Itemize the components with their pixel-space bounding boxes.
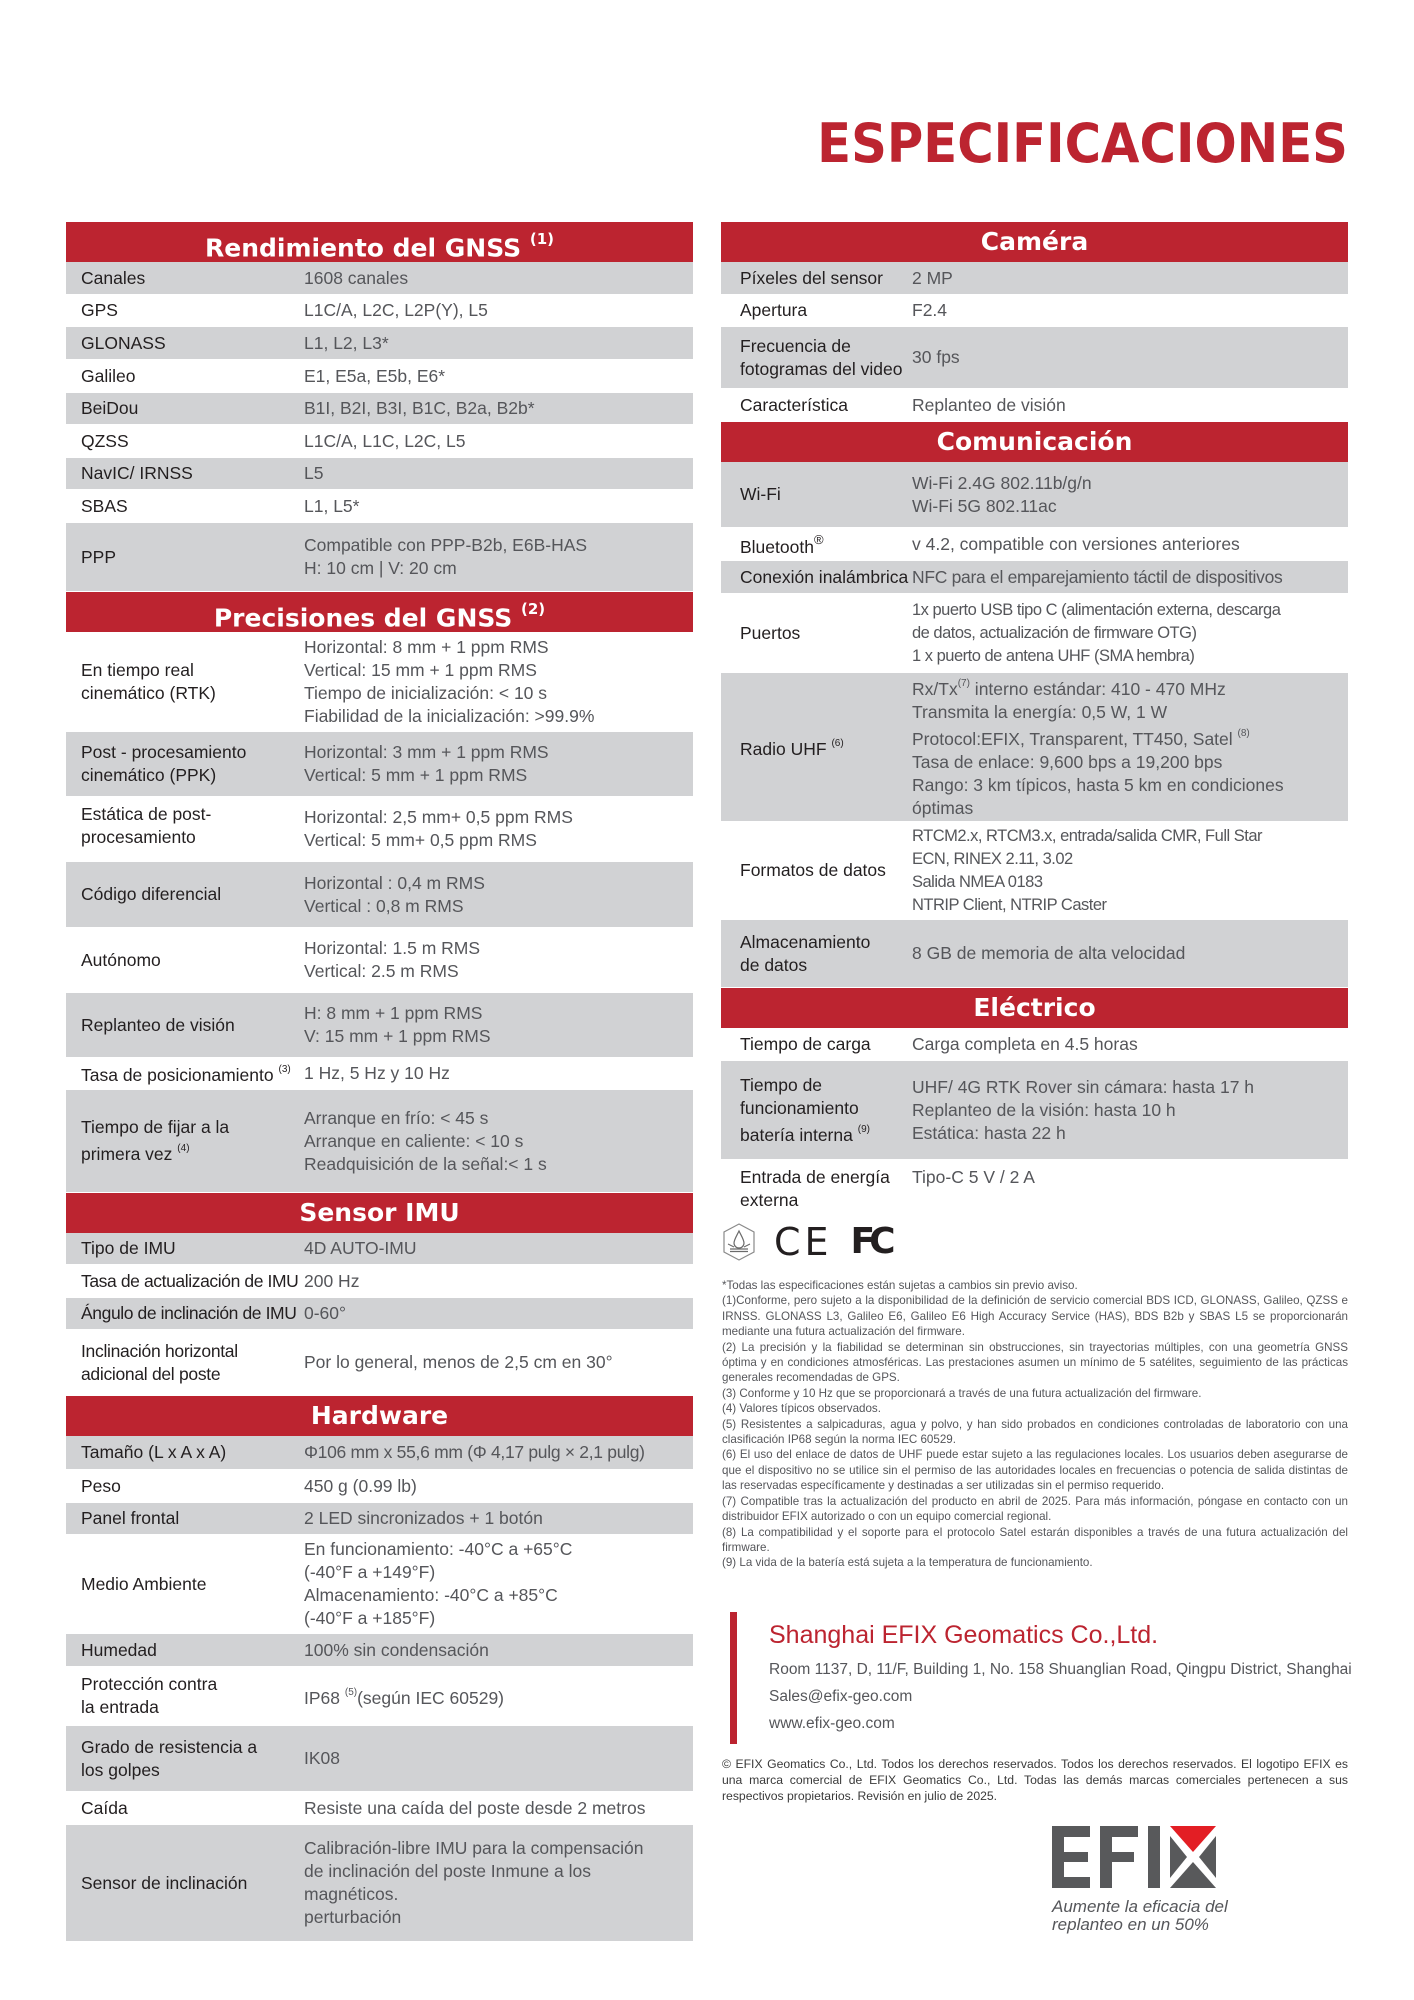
spec-label: Puertos [740,622,801,643]
spec-row [66,1667,693,1726]
spec-row [721,389,1348,422]
spec-row [66,1726,693,1792]
spec-value: F2.4 [912,300,948,320]
spec-row [66,262,693,295]
value-line: Transmita la energía: 0,5 W, 1 W [912,702,1168,722]
spec-row [721,295,1348,327]
spec-label: PPP [81,546,117,567]
spec-label: Canales [81,267,146,288]
footnote-ref: (2) [520,600,546,618]
footnote: (1)Conforme, pero sujeto a la disponibilidad de la definición de servicio comercial BDS ICD, GLONASS, Galileo, QZSS e IRNSS. GLONASS L3, Galileo E6, Galileo E6 High Accuracy Service (HAS), BDS B2b y SBAS L5 se proporcionarán mediante una futura actualización del firmware. [722,1294,1348,1339]
spec-label: Replanteo de visión [81,1014,235,1035]
spec-row [721,1061,1348,1160]
spec-label [66,1116,304,1166]
spec-row [66,327,693,360]
spec-label: En tiempo real cinemático (RTK) [81,659,216,703]
spec-label: Tasa de actualización de IMU [81,1270,299,1291]
section-header-gnss-performance [66,222,693,262]
ip-water-dust-icon [722,1222,756,1262]
company-name: Shanghai EFIX Geomatics Co.,Ltd. [769,1621,1159,1649]
registered-mark: ® [813,531,824,547]
spec-row [721,673,1348,822]
footnote-ref: (5) [344,1686,358,1698]
spec-row [66,1090,693,1193]
spec-label-text: Bluetooth [740,536,814,557]
spec-label: Frecuencia de fotogramas del video [740,335,903,379]
spec-value: 200 Hz [304,1270,360,1291]
spec-value: Compatible con PPP-B2b, E6B-HAS H: 10 cm | V: 20 cm [304,535,588,578]
spec-value: IK08 [304,1748,340,1768]
section-title: Sensor IMU [299,1198,460,1227]
spec-label: Inclinación horizontal adicional del poste [81,1340,238,1384]
spec-row [66,393,693,425]
spec-value [912,674,1348,820]
footnote-ref: (3) [278,1064,291,1076]
spec-label [721,530,912,559]
spec-label: Protección contra la entrada [81,1674,218,1717]
spec-row [721,462,1348,528]
spec-row [66,1233,693,1265]
company-website[interactable]: www.efix-geo.com [769,1715,895,1732]
left-spec-table [66,222,693,1942]
spec-label: Código diferencial [81,884,222,904]
spec-value: 100% sin condensación [304,1639,489,1660]
copyright-notice: © EFIX Geomatics Co., Ltd. Todos los derechos reservados. Todos los derechos reservados. El logotipo EFIX es una marca comercial de EFIX Geomatics Co., Ltd. Todas las demás marcas comerciales pertenecen a sus respectivos propietarios. Revisión en julio de 2025. [722,1757,1348,1803]
section-header-hardware [66,1396,693,1436]
section-header-camera [721,222,1348,262]
spec-value: Resiste una caída del poste desde 2 metros [304,1797,646,1818]
spec-value: L1C/A, L2C, L2P(Y), L5 [304,300,488,320]
spec-row [66,1503,693,1535]
spec-label: QZSS [81,430,129,451]
spec-value: 2 LED sincronizados + 1 botón [304,1508,543,1528]
spec-label-text: Tiempo de funcionamiento batería interna [740,1074,859,1145]
tagline-line: replanteo en un 50% [1052,1915,1209,1934]
fcc-text: FC [850,1221,890,1262]
spec-label-text: Tiempo de fijar a la primera vez [81,1117,230,1164]
spec-label: Estática de post- procesamiento [81,804,212,847]
footnote-ref: (8) [1237,728,1250,739]
spec-row [66,797,693,862]
footnote-ref: (1) [529,230,554,248]
spec-value: 1608 canales [304,267,409,288]
spec-row [66,1825,693,1942]
section-header-communication [721,422,1348,462]
spec-row [66,1792,693,1825]
spec-value: L1, L2, L3* [304,332,389,353]
spec-label: Caída [81,1797,128,1818]
ce-mark-icon: CE [774,1220,833,1264]
spec-row [66,1058,693,1090]
value-line: óptimas [912,797,974,818]
spec-row [66,732,693,797]
spec-label: Post - procesamiento cinemático (PPK) [81,742,247,785]
spec-label: Apertura [740,300,808,320]
spec-row [66,928,693,993]
spec-row [66,1265,693,1298]
footnote: (6) El uso del enlace de datos de UHF puede estar sujeto a las regulaciones locales. Los usuarios deben asegurarse de que el dispositivo no se utilice sin el permiso de las autoridades locales en frecuencias o potencia de salida distintas de las reservadas específicamente y destinadas a ser utilizadas sin el permiso requerido. [722,1448,1348,1493]
spec-value: Horizontal: 1.5 m RMS Vertical: 2.5 m RMS [304,938,481,981]
spec-label: Medio Ambiente [81,1573,207,1594]
spec-label-text: Radio UHF [740,738,827,759]
efix-logo [1052,1822,1222,1892]
certification-icons [722,1220,890,1264]
spec-value: v 4.2, compatible con versiones anteriores [912,533,1240,554]
spec-label: Autónomo [81,949,161,970]
spec-label [66,1060,304,1087]
spec-row [66,1298,693,1330]
spec-value: L1, L5* [304,495,360,516]
brand-tagline [1052,1898,1228,1934]
section-title: Eléctrico [973,993,1096,1022]
spec-value: Calibración-libre IMU para la compensación de inclinación del poste Inmune a los magnéticos. perturbación [304,1838,644,1927]
spec-label: Ángulo de inclinación de IMU [81,1303,297,1323]
tagline-line: Aumente la eficacia del [1052,1897,1228,1916]
value-line: Rango: 3 km típicos, hasta 5 km en condiciones [912,774,1284,795]
value-text: Protocol:EFIX, Transparent, TT450, Satel [912,728,1238,749]
spec-value: Horizontal : 0,4 m RMS Vertical : 0,8 m RMS [304,872,485,916]
spec-label: Tamaño (L x A x A) [81,1442,227,1462]
spec-label: Galileo [81,365,136,386]
spec-row [66,490,693,523]
footnote: *Todas las especificaciones están sujetas a cambios sin previo aviso. [722,1279,1078,1292]
spec-value: 2 MP [912,267,953,288]
footnote: (8) La compatibilidad y el soporte para el protocolo Satel estarán disponibles a través de una futura actualización del firmware. [722,1525,1348,1554]
spec-label: NavIC/ IRNSS [81,463,193,483]
spec-value: L1C/A, L1C, L2C, L5 [304,430,466,451]
spec-label: Píxeles del sensor [740,267,883,288]
spec-value: Arranque en frío: < 45 s Arranque en caliente: < 10 s Readquisición de la señal:< 1 s [304,1107,547,1174]
footnote-ref: (4) [177,1143,190,1155]
spec-row [721,327,1348,389]
spec-label: Peso [81,1475,121,1496]
spec-label [721,734,912,761]
spec-value: 1 Hz, 5 Hz y 10 Hz [304,1063,450,1083]
spec-value-text: IP68 [304,1687,340,1708]
spec-row [66,1470,693,1503]
spec-value: 8 GB de memoria de alta velocidad [912,943,1186,963]
spec-row [721,528,1348,561]
footnote: (3) Conforme y 10 Hz que se proporcionará a través de una futura actualización del firmware. [722,1386,1202,1400]
spec-label: Entrada de energía externa [740,1167,890,1210]
section-header-electrical [721,988,1348,1028]
spec-value: RTCM2.x, RTCM3.x, entrada/salida CMR, Full Star ECN, RINEX 2.11, 3.02 Salida NMEA 0183 NTRIP Client, NTRIP Caster [912,826,1262,914]
spec-row [66,523,693,592]
spec-label: Formatos de datos [740,860,886,880]
spec-row [721,561,1348,594]
spec-value: Replanteo de visión [912,394,1066,415]
spec-row [66,458,693,490]
right-spec-table [721,222,1348,1218]
spec-row [66,993,693,1058]
spec-row [66,1330,693,1396]
footnote: (5) Resistentes a salpicaduras, agua y polvo, y han sido probados en condiciones controladas de laboratorio con una clasificación IP68 según la norma IEC 60529. [722,1417,1348,1447]
spec-label: Humedad [81,1639,157,1660]
page-title: ESPECIFICACIONES [817,112,1348,175]
value-line [912,724,1348,751]
spec-value: UHF/ 4G RTK Rover sin cámara: hasta 17 h Replanteo de la visión: hasta 10 h Estática: hasta 22 h [912,1076,1255,1143]
spec-value: 450 g (0.99 lb) [304,1475,417,1496]
spec-value-text: (según IEC 60529) [357,1687,505,1708]
footnote-ref: (7) [957,678,970,690]
spec-row [721,920,1348,988]
spec-value: NFC para el emparejamiento táctil de dispositivos [912,566,1283,587]
spec-row [721,262,1348,295]
spec-value: Carga completa en 4.5 horas [912,1033,1138,1054]
footnote: (7) Compatible tras la actualización del producto en abril de 2025. Para más información, póngase en contacto con un distribuidor EFIX autorizado o con un equipo comercial regional. [722,1494,1348,1524]
section-title: Caméra [980,227,1089,256]
spec-row [66,1436,693,1470]
value-line [912,674,1348,701]
spec-row [66,425,693,458]
spec-label: SBAS [81,495,128,516]
company-contact [730,1612,1350,1744]
spec-value: 4D AUTO-IMU [304,1238,417,1258]
spec-label: Característica [740,394,848,415]
spec-value: B1I, B2I, B3I, B1C, B2a, B2b* [304,398,535,418]
spec-row [66,360,693,393]
spec-value: Horizontal: 2,5 mm+ 0,5 ppm RMS Vertical: 5 mm+ 0,5 ppm RMS [304,807,573,850]
value-line: Tasa de enlace: 9,600 bps a 19,200 bps [912,751,1223,772]
section-header-gnss-accuracy [66,592,693,632]
spec-label: BeiDou [81,398,139,418]
spec-label: GPS [81,300,118,320]
spec-value: Φ106 mm x 55,6 mm (Φ 4,17 pulg × 2,1 pulg) [304,1442,645,1462]
spec-label: Grado de resistencia a los golpes [81,1736,258,1780]
footnote: (2) La precisión y la fiabilidad se determinan sin obstrucciones, sin trayectorias múltiples, con una geometría GNSS óptima y en condiciones atmosféricas. Las prestaciones asumen un mínimo de 5 satélites, seguimiento de las prácticas generales recomendadas de GPS. [722,1340,1348,1385]
footnote-ref: (6) [831,737,844,749]
fcc-mark-icon [851,1222,890,1262]
section-title: Hardware [310,1401,449,1430]
spec-row [66,295,693,327]
company-address: Room 1137, D, 11/F, Building 1, No. 158 Shuanglian Road, Qingpu District, Shanghai [769,1661,1352,1678]
value-text: Rx/Tx [912,679,958,699]
spec-label [721,1074,912,1147]
spec-value: Wi-Fi 2.4G 802.11b/g/n Wi-Fi 5G 802.11ac [912,472,1092,516]
spec-value: Tipo-C 5 V / 2 A [912,1167,1035,1187]
spec-value: 0-60° [304,1303,347,1323]
spec-row [66,1535,693,1634]
spec-label-text: Tasa de posicionamiento [81,1064,274,1085]
section-header-imu [66,1193,693,1233]
footnote-ref: (9) [857,1123,870,1135]
spec-value: Horizontal: 3 mm + 1 ppm RMS Vertical: 5 mm + 1 ppm RMS [304,742,549,785]
spec-value: Horizontal: 8 mm + 1 ppm RMS Vertical: 15 mm + 1 ppm RMS Tiempo de inicialización: < 10 s Fiabilidad de la inicialización: >99.9% [304,636,595,726]
footnote: (4) Valores típicos observados. [722,1402,881,1416]
value-text: interno estándar: 410 - 470 MHz [969,679,1226,699]
spec-value [304,1683,693,1710]
footnotes [722,1278,1348,1571]
company-email[interactable]: Sales@efix-geo.com [769,1688,913,1705]
spec-row [66,632,693,732]
spec-label: GLONASS [81,332,166,353]
spec-label: Almacenamiento de datos [740,931,871,975]
section-title: Comunicación [936,427,1133,456]
spec-value: H: 8 mm + 1 ppm RMS V: 15 mm + 1 ppm RMS [304,1003,491,1046]
spec-value: 30 fps [912,347,960,367]
spec-value: Por lo general, menos de 2,5 cm en 30° [304,1352,613,1372]
spec-row [721,1160,1348,1218]
spec-label: Tiempo de carga [740,1033,871,1054]
spec-row [721,822,1348,920]
spec-row [721,1028,1348,1061]
spec-label: Panel frontal [81,1508,180,1528]
spec-row [66,862,693,928]
spec-row [66,1634,693,1667]
spec-value: 1x puerto USB tipo C (alimentación externa, descarga de datos, actualización de firmware OTG) 1 x puerto de antena UHF (SMA hembra) [912,600,1281,665]
spec-label: Wi-Fi [740,484,781,504]
spec-label: Conexión inalámbrica [740,566,909,587]
spec-label: Tipo de IMU [81,1238,176,1258]
section-title: Rendimiento del GNSS [204,233,522,263]
spec-label: Sensor de inclinación [81,1872,248,1893]
spec-value: E1, E5a, E5b, E6* [304,365,446,386]
footnote: (9) La vida de la batería está sujeta a la temperatura de funcionamiento. [722,1556,1093,1570]
section-title: Precisiones del GNSS [213,603,513,633]
spec-row [721,594,1348,673]
spec-value: L5 [304,463,324,483]
spec-value: En funcionamiento: -40°C a +65°C (-40°F a +149°F) Almacenamiento: -40°C a +85°C (-40°F a +185°F) [304,1539,573,1628]
